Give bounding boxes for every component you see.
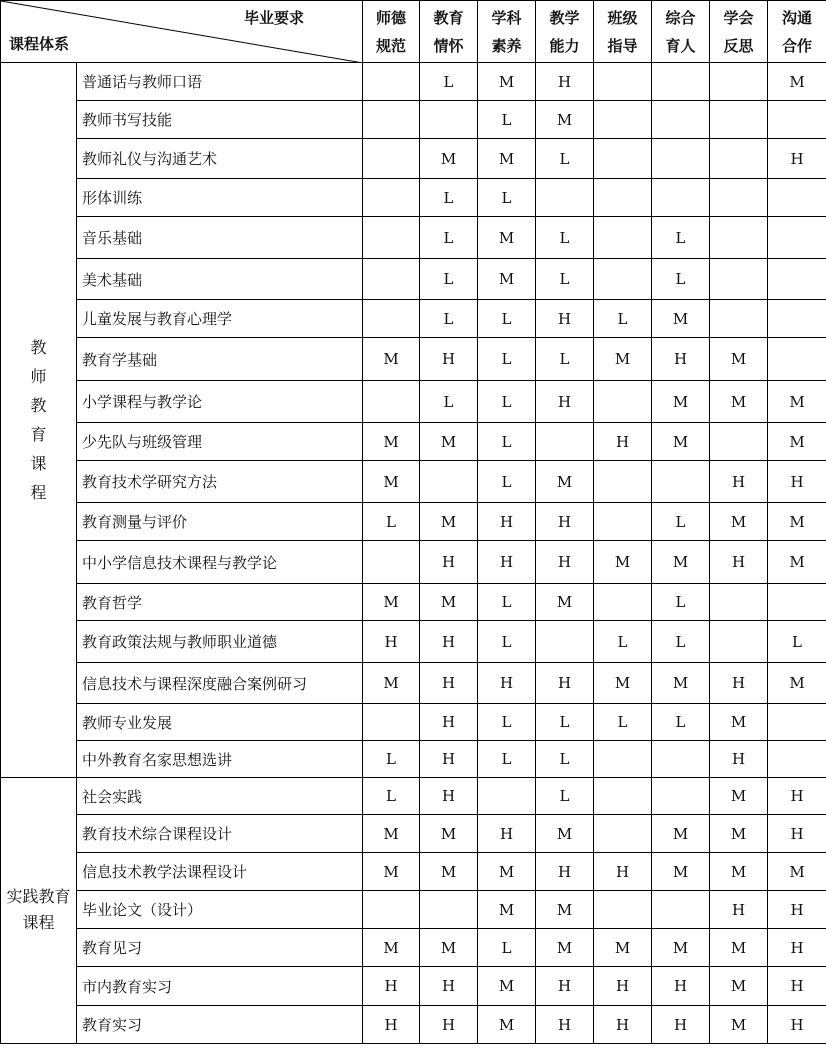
support-level-cell: L (594, 621, 652, 663)
support-level-cell: M (710, 929, 768, 967)
support-level-cell: M (652, 300, 710, 338)
support-level-cell: H (478, 541, 536, 584)
support-level-cell (710, 101, 768, 139)
requirement-header-line: 素养 (491, 36, 522, 55)
support-level-cell: M (768, 853, 826, 891)
support-level-cell: H (768, 815, 826, 853)
support-level-cell: L (536, 259, 594, 300)
requirement-header-line: 情怀 (433, 36, 464, 55)
support-level-cell: L (652, 259, 710, 300)
requirement-header-line: 班级 (607, 8, 638, 27)
support-level-cell (363, 891, 420, 929)
support-level-cell (652, 778, 710, 815)
table-row (1, 503, 826, 541)
support-level-cell (536, 179, 594, 217)
table-row (1, 621, 826, 663)
support-level-cell: M (363, 929, 420, 967)
support-level-cell (652, 63, 710, 101)
support-level-cell: M (478, 259, 536, 300)
requirement-header-5 (594, 1, 652, 63)
support-level-cell: H (710, 663, 768, 704)
support-level-cell: M (710, 853, 768, 891)
support-level-cell: M (420, 815, 478, 853)
requirement-header-4 (536, 1, 594, 63)
support-level-cell: M (363, 461, 420, 503)
support-level-cell: H (652, 967, 710, 1006)
support-level-cell (768, 101, 826, 139)
table-row (1, 1006, 826, 1044)
support-level-cell: M (594, 663, 652, 704)
support-level-cell: L (536, 741, 594, 778)
course-name-cell: 教师专业发展 (77, 704, 363, 741)
support-level-cell (594, 381, 652, 423)
support-level-cell (710, 423, 768, 461)
support-level-cell: H (420, 541, 478, 584)
support-level-cell: L (536, 139, 594, 179)
support-level-cell: L (363, 503, 420, 541)
support-level-cell: M (710, 815, 768, 853)
table-row (1, 741, 826, 778)
course-name-cell: 教育技术综合课程设计 (77, 815, 363, 853)
support-level-cell (594, 179, 652, 217)
requirement-header-line: 规范 (375, 36, 406, 55)
support-level-cell (420, 891, 478, 929)
support-level-cell: H (536, 853, 594, 891)
support-level-cell: H (420, 741, 478, 778)
course-name-cell: 教育见习 (77, 929, 363, 967)
support-level-cell: M (710, 1006, 768, 1044)
support-level-cell: M (710, 338, 768, 381)
support-level-cell: L (652, 503, 710, 541)
support-level-cell: M (652, 423, 710, 461)
support-level-cell (652, 101, 710, 139)
support-level-cell: M (420, 423, 478, 461)
course-name-cell: 少先队与班级管理 (77, 423, 363, 461)
support-level-cell: L (420, 300, 478, 338)
support-level-cell: H (420, 338, 478, 381)
course-name-cell: 信息技术教学法课程设计 (77, 853, 363, 891)
support-level-cell (652, 741, 710, 778)
table-row (1, 217, 826, 259)
table-row (1, 63, 826, 101)
requirement-header-line: 指导 (607, 36, 638, 55)
support-level-cell: L (478, 929, 536, 967)
course-name-cell: 音乐基础 (77, 217, 363, 259)
support-level-cell: M (536, 815, 594, 853)
table-row (1, 929, 826, 967)
table-row (1, 179, 826, 217)
support-level-cell (768, 741, 826, 778)
support-level-cell (363, 704, 420, 741)
support-level-cell (710, 584, 768, 621)
support-level-cell: M (768, 423, 826, 461)
support-level-cell: M (652, 853, 710, 891)
support-level-cell (363, 541, 420, 584)
support-level-cell (768, 217, 826, 259)
requirement-header-2 (420, 1, 478, 63)
support-level-cell: H (768, 929, 826, 967)
support-level-cell: M (363, 663, 420, 704)
support-level-cell: H (768, 778, 826, 815)
support-level-cell (363, 381, 420, 423)
support-level-cell: H (536, 381, 594, 423)
support-level-cell (768, 259, 826, 300)
requirement-header-line: 学会 (723, 8, 754, 27)
support-level-cell: L (652, 217, 710, 259)
support-level-cell: L (420, 259, 478, 300)
support-level-cell (594, 63, 652, 101)
support-level-cell (710, 63, 768, 101)
support-level-cell: H (478, 503, 536, 541)
requirement-header-line: 教育 (433, 8, 464, 27)
support-level-cell: H (420, 704, 478, 741)
support-level-cell: H (594, 423, 652, 461)
support-level-cell: H (768, 967, 826, 1006)
course-name-cell: 教师礼仪与沟通艺术 (77, 139, 363, 179)
table-row (1, 891, 826, 929)
table-row (1, 704, 826, 741)
support-level-cell (594, 815, 652, 853)
support-level-cell: H (420, 663, 478, 704)
support-level-cell: L (594, 300, 652, 338)
table-row (1, 541, 826, 584)
support-level-cell (363, 101, 420, 139)
support-level-cell: M (478, 1006, 536, 1044)
support-level-cell: H (536, 967, 594, 1006)
support-level-cell: M (536, 584, 594, 621)
support-level-cell: H (652, 1006, 710, 1044)
support-level-cell: H (710, 891, 768, 929)
support-level-cell (768, 179, 826, 217)
support-level-cell (536, 621, 594, 663)
support-level-cell: H (420, 778, 478, 815)
course-name-cell: 普通话与教师口语 (77, 63, 363, 101)
support-level-cell: M (420, 503, 478, 541)
support-level-cell: L (536, 217, 594, 259)
support-level-cell (420, 101, 478, 139)
support-level-cell (363, 139, 420, 179)
support-level-cell (710, 259, 768, 300)
table-row (1, 853, 826, 891)
course-name-cell: 教育测量与评价 (77, 503, 363, 541)
support-level-cell (363, 63, 420, 101)
support-level-cell: H (536, 503, 594, 541)
table-row (1, 584, 826, 621)
table-row (1, 300, 826, 338)
support-level-cell: L (420, 179, 478, 217)
support-level-cell: M (420, 139, 478, 179)
support-level-cell: L (478, 621, 536, 663)
support-level-cell: H (594, 967, 652, 1006)
requirement-header-6 (652, 1, 710, 63)
support-level-cell: M (710, 503, 768, 541)
course-name-cell: 教育哲学 (77, 584, 363, 621)
support-level-cell: M (768, 663, 826, 704)
course-group-name: 实践教育课程 (6, 887, 71, 932)
support-level-cell (710, 621, 768, 663)
support-level-cell: H (710, 541, 768, 584)
support-level-cell (594, 259, 652, 300)
support-level-cell: L (652, 704, 710, 741)
support-level-cell (710, 217, 768, 259)
requirement-header-line: 合作 (781, 36, 812, 55)
support-level-cell: M (768, 541, 826, 584)
requirement-header-line: 综合 (665, 8, 696, 27)
requirement-header-7 (710, 1, 768, 63)
support-level-cell: H (420, 1006, 478, 1044)
support-level-cell: L (478, 423, 536, 461)
support-level-cell: L (536, 338, 594, 381)
course-name-cell: 市内教育实习 (77, 967, 363, 1006)
support-level-cell: H (768, 139, 826, 179)
support-level-cell: M (536, 461, 594, 503)
support-level-cell: M (536, 101, 594, 139)
support-level-cell: M (768, 381, 826, 423)
support-level-cell: L (478, 704, 536, 741)
support-level-cell (768, 704, 826, 741)
support-level-cell: M (363, 423, 420, 461)
support-level-cell (536, 423, 594, 461)
support-level-cell: M (768, 503, 826, 541)
support-level-cell: H (478, 815, 536, 853)
support-level-cell (768, 584, 826, 621)
support-level-cell: H (536, 300, 594, 338)
support-level-cell: M (478, 891, 536, 929)
support-level-cell: M (652, 381, 710, 423)
support-level-cell: M (594, 929, 652, 967)
support-level-cell: L (652, 584, 710, 621)
support-level-cell: L (768, 621, 826, 663)
table-row (1, 663, 826, 704)
support-level-cell: L (420, 63, 478, 101)
support-level-cell: L (478, 461, 536, 503)
support-level-cell: M (478, 217, 536, 259)
support-level-cell (710, 300, 768, 338)
support-level-cell: H (652, 338, 710, 381)
support-level-cell (652, 461, 710, 503)
support-level-cell (768, 300, 826, 338)
support-level-cell: H (536, 63, 594, 101)
requirement-header-line: 教学 (549, 8, 580, 27)
course-name-cell: 教育实习 (77, 1006, 363, 1044)
course-name-cell: 小学课程与教学论 (77, 381, 363, 423)
support-level-cell: L (478, 179, 536, 217)
diagonal-header-cell (1, 1, 363, 63)
requirement-header-line: 育人 (665, 36, 696, 55)
support-level-cell: M (652, 541, 710, 584)
support-level-cell: L (652, 621, 710, 663)
support-level-cell: H (363, 621, 420, 663)
support-level-cell: H (536, 1006, 594, 1044)
support-level-cell (363, 217, 420, 259)
support-level-cell (652, 179, 710, 217)
support-level-cell: M (363, 584, 420, 621)
support-level-cell (363, 179, 420, 217)
table-row (1, 338, 826, 381)
support-level-cell: H (363, 967, 420, 1006)
support-level-cell: L (536, 704, 594, 741)
requirement-header-line: 学科 (491, 8, 522, 27)
support-level-cell: M (478, 853, 536, 891)
table-row (1, 259, 826, 300)
support-level-cell (478, 778, 536, 815)
course-group-cell (1, 778, 77, 1044)
support-level-cell (363, 300, 420, 338)
support-level-cell (594, 741, 652, 778)
course-group-name: 教师教育课程 (30, 338, 47, 502)
table-row (1, 778, 826, 815)
table-row (1, 461, 826, 503)
course-name-cell: 中外教育名家思想选讲 (77, 741, 363, 778)
support-level-cell: L (363, 741, 420, 778)
support-level-cell: M (652, 815, 710, 853)
support-level-cell: L (536, 778, 594, 815)
support-level-cell: M (710, 704, 768, 741)
support-level-cell: H (420, 621, 478, 663)
support-level-cell (594, 891, 652, 929)
support-level-cell: M (594, 338, 652, 381)
support-level-cell: M (652, 663, 710, 704)
table-row (1, 967, 826, 1006)
header-row (1, 1, 826, 63)
support-level-cell: M (536, 891, 594, 929)
support-level-cell (652, 891, 710, 929)
support-level-cell: H (768, 1006, 826, 1044)
course-name-cell: 教师书写技能 (77, 101, 363, 139)
requirement-header-3 (478, 1, 536, 63)
requirement-header-line: 反思 (723, 36, 754, 55)
support-level-cell: M (478, 139, 536, 179)
support-level-cell: L (478, 101, 536, 139)
course-name-cell: 美术基础 (77, 259, 363, 300)
table-row (1, 423, 826, 461)
support-level-cell: L (478, 338, 536, 381)
support-level-cell: H (594, 853, 652, 891)
support-level-cell: L (478, 381, 536, 423)
requirement-header-line: 师德 (375, 8, 406, 27)
course-group-cell (1, 63, 77, 778)
support-level-cell: M (710, 778, 768, 815)
support-level-cell: H (363, 1006, 420, 1044)
course-name-cell: 教育政策法规与教师职业道德 (77, 621, 363, 663)
support-level-cell: M (478, 63, 536, 101)
support-level-cell: M (768, 63, 826, 101)
support-level-cell: M (710, 967, 768, 1006)
course-name-cell: 教育学基础 (77, 338, 363, 381)
course-name-cell: 教育技术学研究方法 (77, 461, 363, 503)
support-level-cell: L (420, 217, 478, 259)
support-level-cell (594, 778, 652, 815)
support-level-cell: H (710, 741, 768, 778)
support-level-cell (710, 179, 768, 217)
course-name-cell: 中小学信息技术课程与教学论 (77, 541, 363, 584)
support-level-cell: M (594, 541, 652, 584)
support-level-cell: H (536, 663, 594, 704)
support-level-cell: H (768, 891, 826, 929)
support-level-cell: L (363, 778, 420, 815)
support-level-cell: L (478, 300, 536, 338)
graduation-requirements-label: 毕业要求 (243, 9, 304, 27)
support-level-cell (363, 259, 420, 300)
support-level-cell (594, 503, 652, 541)
support-level-cell (594, 461, 652, 503)
support-level-cell: M (363, 338, 420, 381)
course-name-cell: 社会实践 (77, 778, 363, 815)
support-level-cell: H (536, 541, 594, 584)
support-level-cell (594, 217, 652, 259)
table-row (1, 815, 826, 853)
requirement-header-8 (768, 1, 826, 63)
course-name-cell: 儿童发展与教育心理学 (77, 300, 363, 338)
support-level-cell: M (420, 853, 478, 891)
support-level-cell: M (478, 967, 536, 1006)
support-level-cell: M (652, 929, 710, 967)
table-row (1, 139, 826, 179)
support-level-cell (652, 139, 710, 179)
course-name-cell: 形体训练 (77, 179, 363, 217)
support-level-cell: H (768, 461, 826, 503)
support-level-cell (710, 139, 768, 179)
support-level-cell: M (420, 584, 478, 621)
support-level-cell: H (710, 461, 768, 503)
support-level-cell: H (478, 663, 536, 704)
support-level-cell: L (478, 584, 536, 621)
support-level-cell: M (710, 381, 768, 423)
support-level-cell: L (478, 741, 536, 778)
support-level-cell: H (420, 967, 478, 1006)
support-level-cell: M (363, 853, 420, 891)
support-level-cell: M (536, 929, 594, 967)
support-level-cell: H (594, 1006, 652, 1044)
support-level-cell (594, 101, 652, 139)
curriculum-system-label: 课程体系 (9, 35, 70, 53)
table-row (1, 101, 826, 139)
support-level-cell (420, 461, 478, 503)
support-level-cell: M (363, 815, 420, 853)
course-name-cell: 毕业论文（设计） (77, 891, 363, 929)
course-name-cell: 信息技术与课程深度融合案例研习 (77, 663, 363, 704)
support-level-cell (594, 584, 652, 621)
requirement-header-line: 能力 (549, 36, 580, 55)
support-level-cell: L (420, 381, 478, 423)
support-level-cell: L (594, 704, 652, 741)
requirement-header-line: 沟通 (781, 8, 812, 27)
support-level-cell: M (420, 929, 478, 967)
support-level-cell (594, 139, 652, 179)
table-row (1, 381, 826, 423)
requirement-header-1 (363, 1, 420, 63)
support-level-cell (768, 338, 826, 381)
